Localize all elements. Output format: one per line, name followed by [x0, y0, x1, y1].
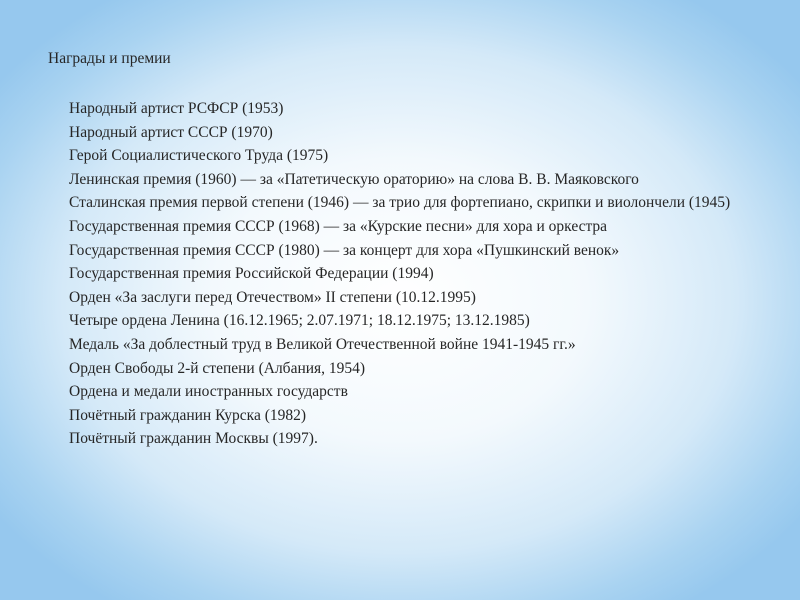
award-item: Орден «За заслуги перед Отечеством» II степени (10.12.1995): [69, 288, 476, 306]
award-item: Герой Социалистического Труда (1975): [69, 147, 329, 165]
award-item: Почётный гражданин Москвы (1997).: [69, 430, 318, 448]
awards-list: [48, 97, 748, 451]
award-item: Народный артист СССР (1970): [69, 123, 273, 141]
award-item: Государственная премия СССР (1980) — за концерт для хора «Пушкинский венок»: [69, 241, 620, 259]
slide-heading: Награды и премии: [48, 50, 171, 67]
award-item: Государственная премия СССР (1968) — за «Курские песни» для хора и оркестра: [69, 217, 608, 235]
award-item: Четыре ордена Ленина (16.12.1965; 2.07.1971; 18.12.1975; 13.12.1985): [69, 312, 530, 330]
award-item: Государственная премия Российской Федерации (1994): [69, 265, 434, 283]
award-item: Сталинская премия первой степени (1946) — за трио для фортепиано, скрипки и виолончели (1945): [69, 194, 731, 212]
award-item: Орден Свободы 2-й степени (Албания, 1954): [69, 359, 366, 377]
award-item: Почётный гражданин Курска (1982): [69, 406, 307, 424]
award-item: Ленинская премия (1960) — за «Патетическую ораторию» на слова В. В. Маяковского: [69, 170, 639, 188]
award-item: Медаль «За доблестный труд в Великой Отечественной войне 1941-1945 гг.»: [69, 335, 576, 353]
award-item: Ордена и медали иностранных государств: [69, 383, 348, 401]
award-item: Народный артист РСФСР (1953): [69, 100, 284, 117]
